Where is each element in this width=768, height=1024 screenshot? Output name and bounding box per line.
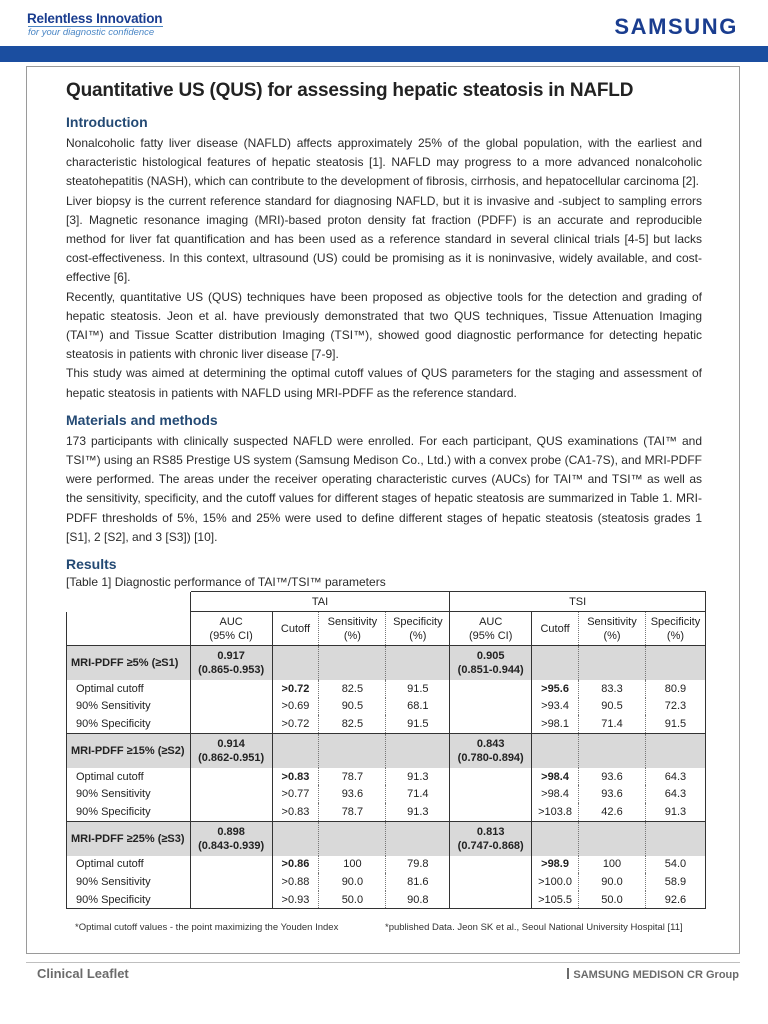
table-section-row <box>67 646 706 681</box>
tsi-sensitivity-cell <box>579 646 646 681</box>
tai-auc-cell <box>190 891 272 909</box>
tai-auc-cell <box>190 715 272 733</box>
tai-auc-cell <box>190 803 272 821</box>
tai-specificity-cell: 79.8 <box>386 856 450 874</box>
table-caption: [Table 1] Diagnostic performance of TAI™/TSI™ parameters <box>66 575 386 590</box>
tsi-auc-cell <box>450 803 532 821</box>
tsi-cutoff-cell: >105.5 <box>532 891 579 909</box>
tsi-sensitivity-cell: 71.4 <box>579 715 646 733</box>
tai-cutoff-cell: >0.93 <box>272 891 319 909</box>
col-header-cutoff: Cutoff <box>272 612 319 646</box>
tai-sensitivity-cell: 100 <box>319 856 386 874</box>
table-row <box>67 856 706 874</box>
tai-cutoff-cell <box>272 821 319 856</box>
tsi-specificity-cell <box>645 821 705 856</box>
group-header-tsi: TSI <box>450 592 706 612</box>
tsi-auc-cell <box>450 785 532 803</box>
tsi-sensitivity-cell <box>579 733 646 768</box>
document-body <box>66 72 702 909</box>
tsi-specificity-cell: 91.5 <box>645 715 705 733</box>
row-label: Optimal cutoff <box>76 770 144 783</box>
table-corner <box>67 592 191 612</box>
tsi-cutoff-cell: >98.9 <box>532 856 579 874</box>
row-label-header <box>67 612 191 646</box>
tai-sensitivity-cell: 90.0 <box>319 873 386 891</box>
page-header <box>0 0 768 46</box>
row-label: 90% Sensitivity <box>76 700 151 713</box>
tai-auc-cell <box>190 785 272 803</box>
row-label: Optimal cutoff <box>76 682 144 695</box>
footer-group-bar <box>567 968 569 979</box>
tsi-sensitivity-cell: 100 <box>579 856 646 874</box>
intro-paragraph: This study was aimed at determining the optimal cutoff values of QUS parameters for the staging and assessment of hepatic steatosis in patients with NAFLD using MRI-PDFF as the reference standard. <box>66 366 702 400</box>
section-label: MRI-PDFF ≥15% (≥S2) <box>67 733 191 768</box>
tai-auc-cell <box>190 680 272 698</box>
tsi-specificity-cell <box>645 646 705 681</box>
footer-group-label: SAMSUNG MEDISON CR Group <box>573 969 739 981</box>
tsi-cutoff-cell: >98.4 <box>532 785 579 803</box>
diagnostic-performance-table <box>66 591 706 909</box>
tai-cutoff-cell <box>272 733 319 768</box>
tsi-specificity-cell: 64.3 <box>645 768 705 786</box>
tsi-specificity-cell: 91.3 <box>645 803 705 821</box>
row-label: 90% Specificity <box>76 805 151 818</box>
tsi-specificity-cell: 58.9 <box>645 873 705 891</box>
footer-group <box>567 968 739 981</box>
tsi-auc-cell <box>450 768 532 786</box>
methods-heading: Materials and methods <box>66 411 218 428</box>
tsi-auc-cell <box>450 873 532 891</box>
col-header-auc: AUC (95% CI) <box>450 612 532 646</box>
intro-paragraph: Nonalcoholic fatty liver disease (NAFLD) affects approximately 25% of the global population, with the earliest and characteristic histological features of hepatic steatosis [1]. NAFLD may progress to a more advanced nonalcoholic steatohepatitis (NASH), which can contribute to the development of fibrosis, cirrhosis, and hepatocellular carcinoma [2]. <box>66 136 702 189</box>
tai-specificity-cell: 91.5 <box>386 715 450 733</box>
table-row <box>67 873 706 891</box>
tsi-specificity-cell: 72.3 <box>645 698 705 716</box>
tsi-sensitivity-cell: 90.5 <box>579 698 646 716</box>
tai-cutoff-cell: >0.72 <box>272 715 319 733</box>
tai-auc-cell: 0.898 (0.843-0.939) <box>190 821 272 856</box>
row-label: 90% Sensitivity <box>76 876 151 889</box>
table-row <box>67 785 706 803</box>
tsi-auc-cell <box>450 680 532 698</box>
tsi-cutoff-cell <box>532 821 579 856</box>
page-title: Quantitative US (QUS) for assessing hepatic steatosis in NAFLD <box>66 80 634 101</box>
tsi-cutoff-cell: >98.4 <box>532 768 579 786</box>
tai-cutoff-cell: >0.83 <box>272 768 319 786</box>
table-row <box>67 715 706 733</box>
tsi-cutoff-cell: >93.4 <box>532 698 579 716</box>
tai-specificity-cell: 71.4 <box>386 785 450 803</box>
tai-specificity-cell <box>386 733 450 768</box>
table-body <box>67 646 706 909</box>
col-header-auc: AUC (95% CI) <box>190 612 272 646</box>
col-header-sensitivity: Sensitivity (%) <box>319 612 386 646</box>
table-row <box>67 803 706 821</box>
brand-title: Relentless Innovation <box>27 11 163 26</box>
introduction-heading: Introduction <box>66 114 148 130</box>
tsi-sensitivity-cell: 42.6 <box>579 803 646 821</box>
section-label: MRI-PDFF ≥5% (≥S1) <box>67 646 191 681</box>
tai-sensitivity-cell: 82.5 <box>319 680 386 698</box>
tsi-specificity-cell <box>645 733 705 768</box>
tai-auc-cell <box>190 856 272 874</box>
tai-cutoff-cell <box>272 646 319 681</box>
tai-cutoff-cell: >0.72 <box>272 680 319 698</box>
tai-auc-cell <box>190 698 272 716</box>
table-section-row <box>67 821 706 856</box>
tsi-sensitivity-cell: 93.6 <box>579 785 646 803</box>
footnote-youden: *Optimal cutoff values - the point maximizing the Youden Index <box>75 922 339 933</box>
tai-sensitivity-cell: 50.0 <box>319 891 386 909</box>
tai-specificity-cell: 91.5 <box>386 680 450 698</box>
tsi-auc-cell <box>450 715 532 733</box>
tai-auc-cell <box>190 873 272 891</box>
tai-auc-cell: 0.914 (0.862-0.951) <box>190 733 272 768</box>
tsi-sensitivity-cell: 50.0 <box>579 891 646 909</box>
tsi-specificity-cell: 92.6 <box>645 891 705 909</box>
col-header-specificity: Specificity (%) <box>386 612 450 646</box>
tai-cutoff-cell: >0.83 <box>272 803 319 821</box>
table-row <box>67 891 706 909</box>
tsi-cutoff-cell: >100.0 <box>532 873 579 891</box>
row-label: Optimal cutoff <box>76 858 144 871</box>
footer-clinical-leaflet: Clinical Leaflet <box>37 966 129 981</box>
tai-sensitivity-cell <box>319 733 386 768</box>
tai-sensitivity-cell: 82.5 <box>319 715 386 733</box>
tsi-specificity-cell: 80.9 <box>645 680 705 698</box>
tsi-cutoff-cell <box>532 733 579 768</box>
tai-specificity-cell: 81.6 <box>386 873 450 891</box>
tai-specificity-cell: 90.8 <box>386 891 450 909</box>
table-row <box>67 698 706 716</box>
tsi-sensitivity-cell <box>579 821 646 856</box>
tsi-auc-cell: 0.813 (0.747-0.868) <box>450 821 532 856</box>
tsi-cutoff-cell: >95.6 <box>532 680 579 698</box>
tai-specificity-cell: 68.1 <box>386 698 450 716</box>
col-header-cutoff: Cutoff <box>532 612 579 646</box>
tsi-specificity-cell: 64.3 <box>645 785 705 803</box>
tsi-cutoff-cell: >103.8 <box>532 803 579 821</box>
tai-sensitivity-cell <box>319 821 386 856</box>
tsi-auc-cell: 0.843 (0.780-0.894) <box>450 733 532 768</box>
table-section-row <box>67 733 706 768</box>
tsi-auc-cell <box>450 856 532 874</box>
table-row <box>67 768 706 786</box>
tai-cutoff-cell: >0.88 <box>272 873 319 891</box>
tsi-specificity-cell: 54.0 <box>645 856 705 874</box>
tai-auc-cell: 0.917 (0.865-0.953) <box>190 646 272 681</box>
tai-specificity-cell: 91.3 <box>386 803 450 821</box>
results-heading: Results <box>66 556 117 573</box>
tsi-auc-cell <box>450 891 532 909</box>
col-header-specificity: Specificity (%) <box>645 612 705 646</box>
brand-tagline: for your diagnostic confidence <box>28 27 155 38</box>
intro-paragraph: Recently, quantitative US (QUS) techniques have been proposed as objective tools for the detection and grading of hepatic steatosis. Jeon et al. have previously demonstrated that two QUS techniques, Tissue Attenuation Imaging (TAI™) and Tissue Scatter distribution Imaging (TSI™), showed good diagnostic performance for detecting hepatic steatosis in patients with chronic liver disease [7-9]. <box>66 289 702 362</box>
tai-sensitivity-cell: 93.6 <box>319 785 386 803</box>
samsung-logo: SAMSUNG <box>614 14 738 39</box>
tai-specificity-cell <box>386 646 450 681</box>
tsi-auc-cell: 0.905 (0.851-0.944) <box>450 646 532 681</box>
tai-specificity-cell: 91.3 <box>386 768 450 786</box>
tsi-sensitivity-cell: 83.3 <box>579 680 646 698</box>
tai-sensitivity-cell <box>319 646 386 681</box>
group-header-tai: TAI <box>190 592 450 612</box>
tai-cutoff-cell: >0.69 <box>272 698 319 716</box>
tai-sensitivity-cell: 90.5 <box>319 698 386 716</box>
row-label: 90% Specificity <box>76 893 151 906</box>
intro-paragraph: Liver biopsy is the current reference standard for diagnosing NAFLD, but it is invasive and -subject to sampling errors [3]. Magnetic resonance imaging (MRI)-based proton density fat fraction (PDFF) is an accurate and reproducible method for liver fat quantification and has been used as a reference standard in several clinical trials [4-5] but lacks cost-effectiveness. In this context, ultrasound (US) could be promising as it is noninvasive, widely available, and cost-effective [6]. <box>66 193 702 285</box>
tsi-sensitivity-cell: 90.0 <box>579 873 646 891</box>
tai-sensitivity-cell: 78.7 <box>319 803 386 821</box>
tai-specificity-cell <box>386 821 450 856</box>
tai-cutoff-cell: >0.77 <box>272 785 319 803</box>
tsi-cutoff-cell: >98.1 <box>532 715 579 733</box>
section-label: MRI-PDFF ≥25% (≥S3) <box>67 821 191 856</box>
tsi-cutoff-cell <box>532 646 579 681</box>
header-accent-bar <box>0 46 768 62</box>
footer-divider <box>26 962 740 963</box>
row-label: 90% Sensitivity <box>76 788 151 801</box>
tai-sensitivity-cell: 78.7 <box>319 768 386 786</box>
tsi-sensitivity-cell: 93.6 <box>579 768 646 786</box>
methods-paragraph: 173 participants with clinically suspected NAFLD were enrolled. For each participant, QUS examinations (TAI™ and TSI™) using an RS85 Prestige US system (Samsung Medison Co., Ltd.) with a convex probe (CA1-7S), and MRI-PDFF were performed. The areas under the receiver operating characteristic curves (AUCs) for TAI™ and TSI™ as well as the sensitivity, specificity, and the cutoff values for different stages of hepatic steatosis are summarized in Table 1. MRI-PDFF thresholds of 5%, 15% and 25% were used to define different stages of hepatic steatosis (steatosis grades 1 [S1], 2 [S2], and 3 [S3]) [10]. <box>66 433 702 544</box>
col-header-sensitivity: Sensitivity (%) <box>579 612 646 646</box>
footnote-source: *published Data. Jeon SK et al., Seoul National University Hospital [11] <box>385 922 683 933</box>
table-row <box>67 680 706 698</box>
tai-cutoff-cell: >0.86 <box>272 856 319 874</box>
tai-auc-cell <box>190 768 272 786</box>
tsi-auc-cell <box>450 698 532 716</box>
row-label: 90% Specificity <box>76 718 151 731</box>
